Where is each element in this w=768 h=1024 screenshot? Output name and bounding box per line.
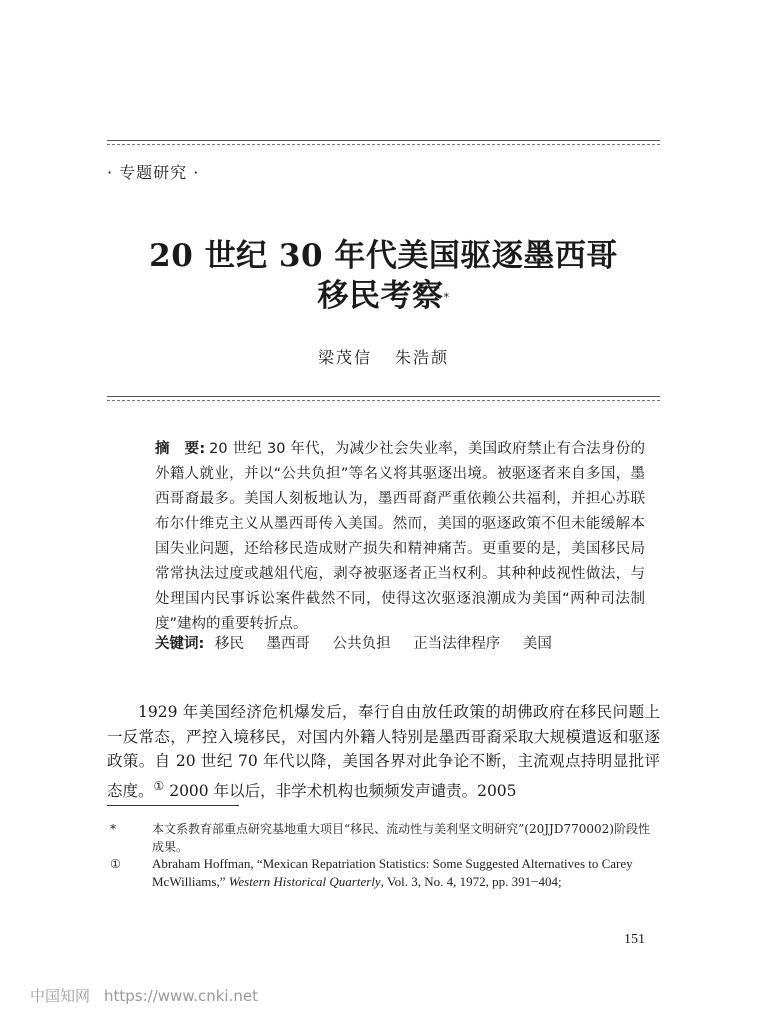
footnote-1 [110, 855, 660, 891]
top-rule [107, 140, 660, 145]
keyword: 公共负担 [332, 636, 391, 652]
footnote-mark: * [110, 822, 116, 836]
article-title-text: 移民考察 [317, 278, 444, 314]
footnote-star [110, 820, 660, 856]
cnki-watermark [30, 985, 258, 1006]
authors [107, 345, 660, 368]
watermark-url: https://www.cnki.net [104, 987, 258, 1005]
keyword: 墨西哥 [266, 636, 311, 652]
footnote-reference[interactable]: ① [153, 778, 165, 793]
footnote-citation [152, 855, 660, 891]
journal-title: Western Historical Quarterly [228, 874, 381, 889]
watermark-brand: 中国知网 [30, 987, 91, 1005]
article-title-line-2 [107, 276, 660, 316]
body-text-part-1: 1929 年美国经济危机爆发后，奉行自由放任政策的胡佛政府在移民问题上一反常态，严控入境移民，对国内外籍人特别是墨西哥裔采取大规模遣返和驱逐政策。自 20 世纪 70 年代以降，美国各界对此争论不断，主流观点持明显批评态度。 [107, 703, 660, 800]
article-title-line-1: 20 世纪 30 年代美国驱逐墨西哥 [149, 238, 618, 274]
footnote-separator [107, 805, 239, 806]
author-name: 朱浩颉 [395, 348, 450, 367]
body-paragraph [107, 700, 660, 803]
footnote-mark: ① [110, 857, 121, 871]
citation-part-1: Abraham Hoffman, “Mexican Repatriation Statistics: Some Suggested Alternatives to Carey McWilliams,” [152, 856, 633, 889]
keyword: 移民 [214, 636, 244, 652]
keyword: 美国 [522, 636, 552, 652]
title-footnote-marker: * [443, 291, 450, 304]
page-number: 151 [624, 932, 645, 947]
header-bottom-rule [107, 396, 660, 401]
keyword: 正当法律程序 [413, 636, 501, 652]
keywords-label: 关键词: [155, 636, 205, 652]
section-label: · 专题研究 · [107, 163, 200, 182]
keywords [155, 632, 645, 653]
author-name: 梁茂信 [317, 348, 372, 367]
body-text-part-2: 2000 年以后，非学术机构也频频发声谴责。2005 [164, 781, 517, 800]
abstract [155, 437, 645, 637]
footnote-text: 本文系教育部重点研究基地重大项目“移民、流动性与美利坚文明研究”(20JJD770002)阶段性成果。 [152, 822, 650, 854]
abstract-text: 20 世纪 30 年代，为减少社会失业率，美国政府禁止有合法身份的外籍人就业，并以“公共负担”等名义将其驱逐出境。被驱逐者来自多国，墨西哥裔最多。美国人刻板地认为，墨西哥裔严重依赖公共福利，并担心苏联布尔什维克主义从墨西哥传入美国。然而，美国的驱逐政策不但未能缓解本国失业问题，还给移民造成财产损失和精神痛苦。更重要的是，美国移民局常常执法过度或越俎代庖，剥夺被驱逐者正当权利。其种种歧视性做法，与处理国内民事诉讼案件截然不同，使得这次驱逐浪潮成为美国“两种司法制度”建构的重要转折点。 [155, 441, 645, 632]
citation-part-2: , Vol. 3, No. 4, 1972, pp. 391−404; [380, 874, 562, 889]
abstract-label: 摘 要: [155, 441, 206, 457]
